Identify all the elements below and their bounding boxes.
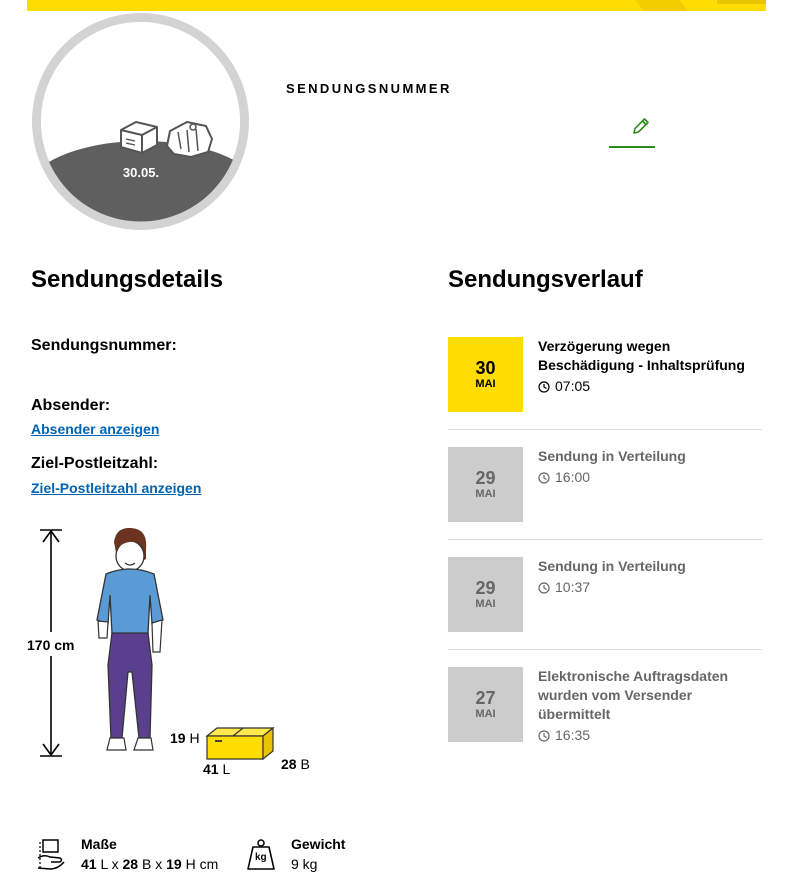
event-text: Elektronische Auftragsdaten wurden vom Versender übermittelt xyxy=(538,668,729,722)
event-divider xyxy=(448,539,762,540)
top-bar-button[interactable] xyxy=(717,0,766,4)
shipment-number-label: Sendungsnummer: xyxy=(31,337,177,354)
postcode-label: Ziel-Postleitzahl: xyxy=(31,455,159,472)
dimensions-title: Maße xyxy=(81,836,117,852)
shipment-details-title: Sendungsdetails xyxy=(31,266,224,293)
box-width-label: 28 B xyxy=(281,756,310,772)
shipment-history-title: Sendungsverlauf xyxy=(448,266,643,293)
box-length-label: 41 L xyxy=(203,761,231,777)
event-date-box: 29 MAI xyxy=(448,557,523,632)
pencil-icon xyxy=(631,116,651,136)
clock-icon xyxy=(538,472,550,484)
event-time: 16:00 xyxy=(555,469,591,485)
status-date: 30.05. xyxy=(122,165,160,180)
event-divider xyxy=(448,429,762,430)
event-time: 10:37 xyxy=(555,579,591,595)
event-date-box: 30 MAI xyxy=(448,337,523,412)
clock-icon xyxy=(538,582,550,594)
person-figure xyxy=(97,528,163,750)
clock-icon xyxy=(538,381,550,393)
shipment-number-heading: SENDUNGSNUMMER xyxy=(286,81,452,96)
show-sender-link[interactable]: Absender anzeigen xyxy=(31,421,160,437)
weight-value: 9 kg xyxy=(291,856,318,872)
measure-hand-icon xyxy=(36,838,66,872)
status-circle xyxy=(31,12,250,231)
sender-label: Absender: xyxy=(31,397,111,414)
edit-shipment-number-button[interactable] xyxy=(609,112,655,148)
event-date-box: 29 MAI xyxy=(448,447,523,522)
weight-title: Gewicht xyxy=(291,836,346,852)
event-text: Sendung in Verteilung xyxy=(538,558,686,574)
person-height-label: 170 cm xyxy=(27,637,75,653)
size-comparison-illustration xyxy=(26,522,326,782)
clock-icon xyxy=(538,730,550,742)
event-time: 16:35 xyxy=(555,727,591,743)
event-time: 07:05 xyxy=(555,378,591,394)
box-height-label: 19 H xyxy=(170,730,200,746)
event-date-box: 27 MAI xyxy=(448,667,523,742)
top-brand-bar xyxy=(27,0,766,11)
event-text: Verzögerung wegen Beschädigung - Inhaltsprüfung xyxy=(538,338,745,373)
weight-icon: kg xyxy=(246,838,276,872)
show-postcode-link[interactable]: Ziel-Postleitzahl anzeigen xyxy=(31,480,202,496)
event-text: Sendung in Verteilung xyxy=(538,448,686,464)
event-divider xyxy=(448,649,762,650)
parcel-icon xyxy=(121,122,157,153)
parcel-box-icon xyxy=(207,728,273,759)
dimensions-value: 41 L x 28 B x 19 H cm xyxy=(81,856,219,872)
